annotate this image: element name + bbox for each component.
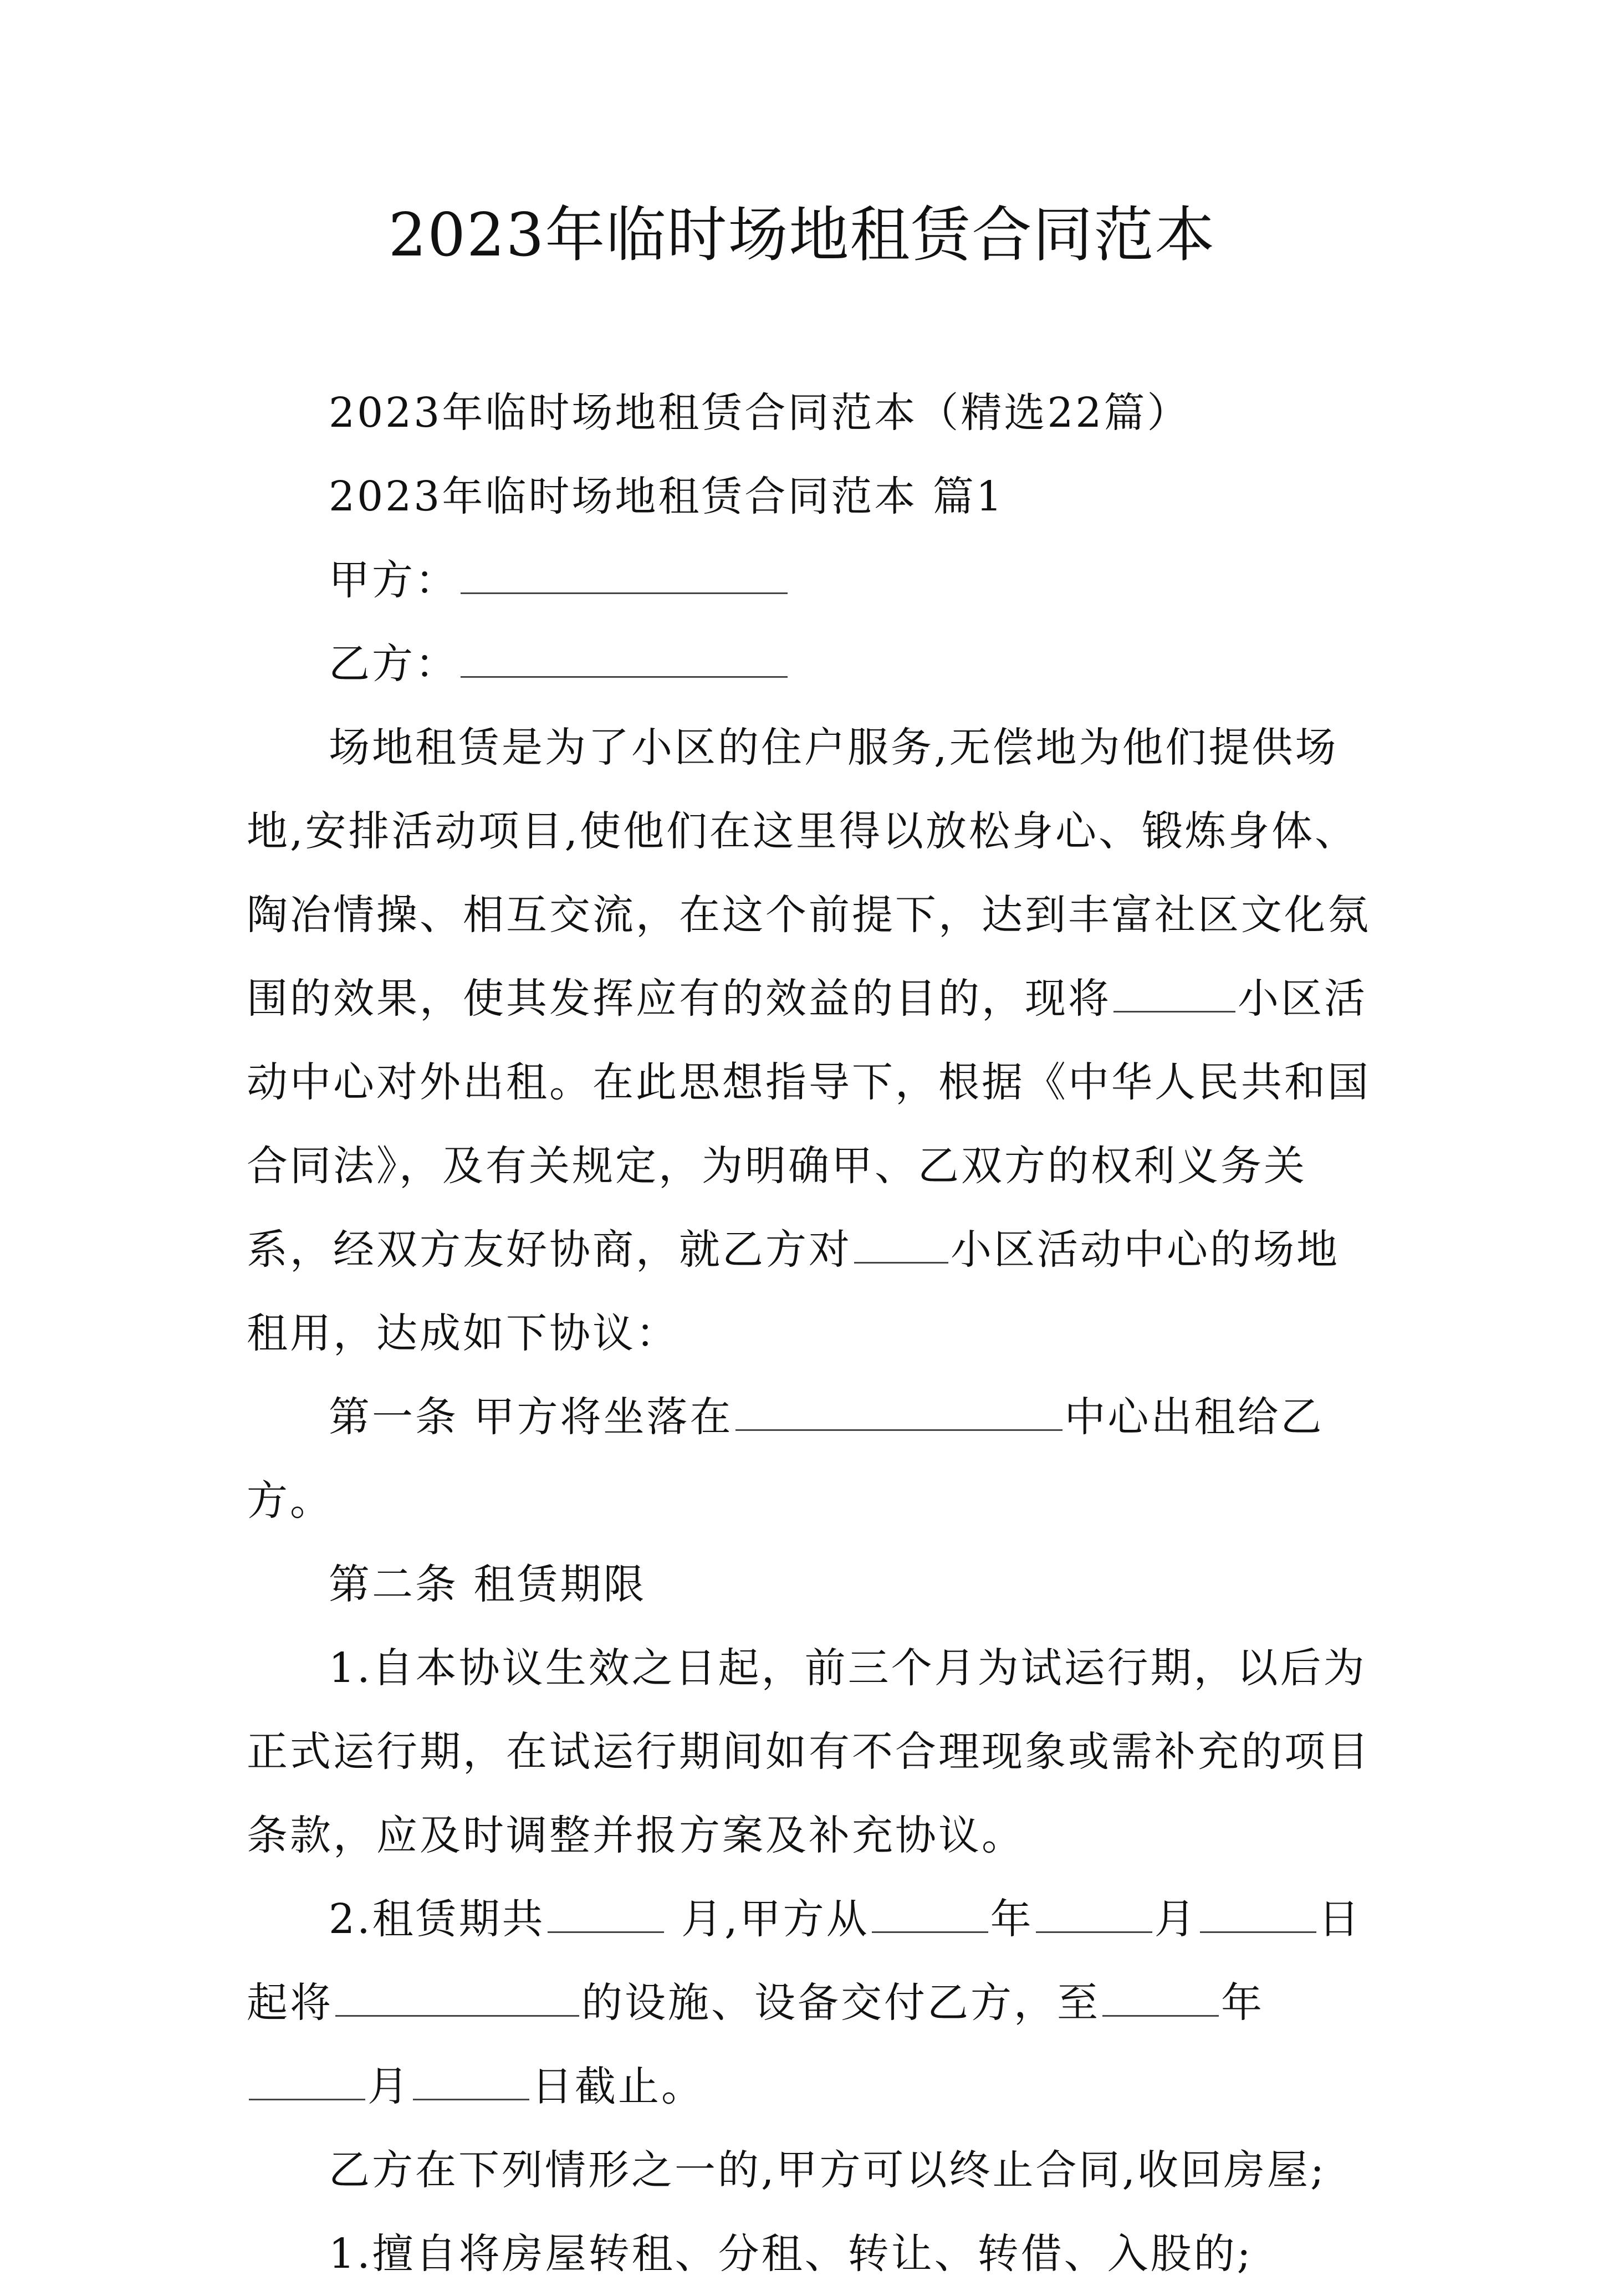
clause-2-text-i: 日截止。 bbox=[532, 2063, 704, 2110]
start-year-blank bbox=[872, 1897, 988, 1933]
party-b-blank bbox=[461, 642, 788, 678]
clause-2-text-b: 月,甲方从 bbox=[666, 1895, 870, 1943]
article-1 bbox=[247, 1375, 1377, 1543]
clause-2-text-h: 月 bbox=[367, 2063, 411, 2110]
clause-2-text-e: 日起将 bbox=[247, 1895, 1362, 2027]
document-subtitle: 2023年临时场地租赁合同范本（精选22篇） bbox=[329, 389, 1191, 437]
community-name-blank bbox=[1113, 976, 1235, 1013]
facility-blank bbox=[335, 1981, 579, 2017]
article-1-text-1: 第一条 甲方将坐落在 bbox=[329, 1393, 733, 1441]
intro-text-2: 小区活动中心对外出租。在此思想指导下，根据《中华人民共和国合同法》，及有关规定，为明确甲、乙双方的权利义务关系，经双方友好协商，就乙方对 bbox=[247, 975, 1371, 1274]
article-1-text-2: 中心出租给乙方。 bbox=[247, 1393, 1324, 1525]
party-a-line bbox=[247, 539, 1377, 622]
start-month-blank bbox=[1036, 1897, 1152, 1933]
community-name-blank-2 bbox=[854, 1228, 948, 1264]
document-title: 2023年临时场地租赁合同范本 bbox=[388, 201, 1216, 270]
clause-2-text-d: 月 bbox=[1154, 1895, 1198, 1943]
section-heading: 2023年临时场地租赁合同范本 篇1 bbox=[329, 473, 1004, 520]
document-body bbox=[247, 371, 1377, 2296]
clause-2-text-f: 的设施、设备交付乙方，至 bbox=[581, 1979, 1100, 2027]
clause-2-text-c: 年 bbox=[990, 1895, 1034, 1943]
clause-2 bbox=[247, 1878, 1377, 2129]
clause-2-text-a: 2.租赁期共 bbox=[329, 1895, 545, 1943]
clause-2-text-g: 年 bbox=[1221, 1979, 1264, 2027]
clause-1: 1.自本协议生效之日起，前三个月为试运行期，以后为正式运行期，在试运行期间如有不合理现象或需补充的项目条款，应及时调整并报方案及补充协议。 bbox=[247, 1644, 1371, 1859]
termination-item-1: 1.擅自将房屋转租、分租、转让、转借、入股的; bbox=[329, 2230, 1253, 2278]
intro-paragraph bbox=[247, 706, 1377, 1375]
start-day-blank bbox=[1200, 1897, 1316, 1933]
end-year-blank bbox=[1102, 1981, 1219, 2017]
end-day-blank bbox=[413, 2064, 529, 2100]
intro-text-1: 场地租赁是为了小区的住户服务,无偿地为他们提供场地,安排活动项目,使他们在这里得以放松身心、锻炼身体、陶冶情操、相互交流，在这个前提下，达到丰富社区文化氛围的效果，使其发挥应有的效益的目的，现将 bbox=[247, 724, 1371, 1022]
end-month-blank bbox=[249, 2064, 365, 2100]
intro-text-3: 小区活动中心的场地租用，达成如下协议： bbox=[247, 1226, 1340, 1357]
party-b-line bbox=[247, 622, 1377, 706]
party-b-label: 乙方： bbox=[329, 640, 458, 688]
location-blank bbox=[735, 1395, 1062, 1431]
term-months-blank bbox=[548, 1897, 664, 1933]
party-a-label: 甲方： bbox=[329, 556, 458, 604]
party-a-blank bbox=[461, 558, 788, 594]
termination-intro: 乙方在下列情形之一的,甲方可以终止合同,收回房屋; bbox=[329, 2146, 1326, 2194]
article-2-heading: 第二条 租赁期限 bbox=[329, 1561, 647, 1608]
